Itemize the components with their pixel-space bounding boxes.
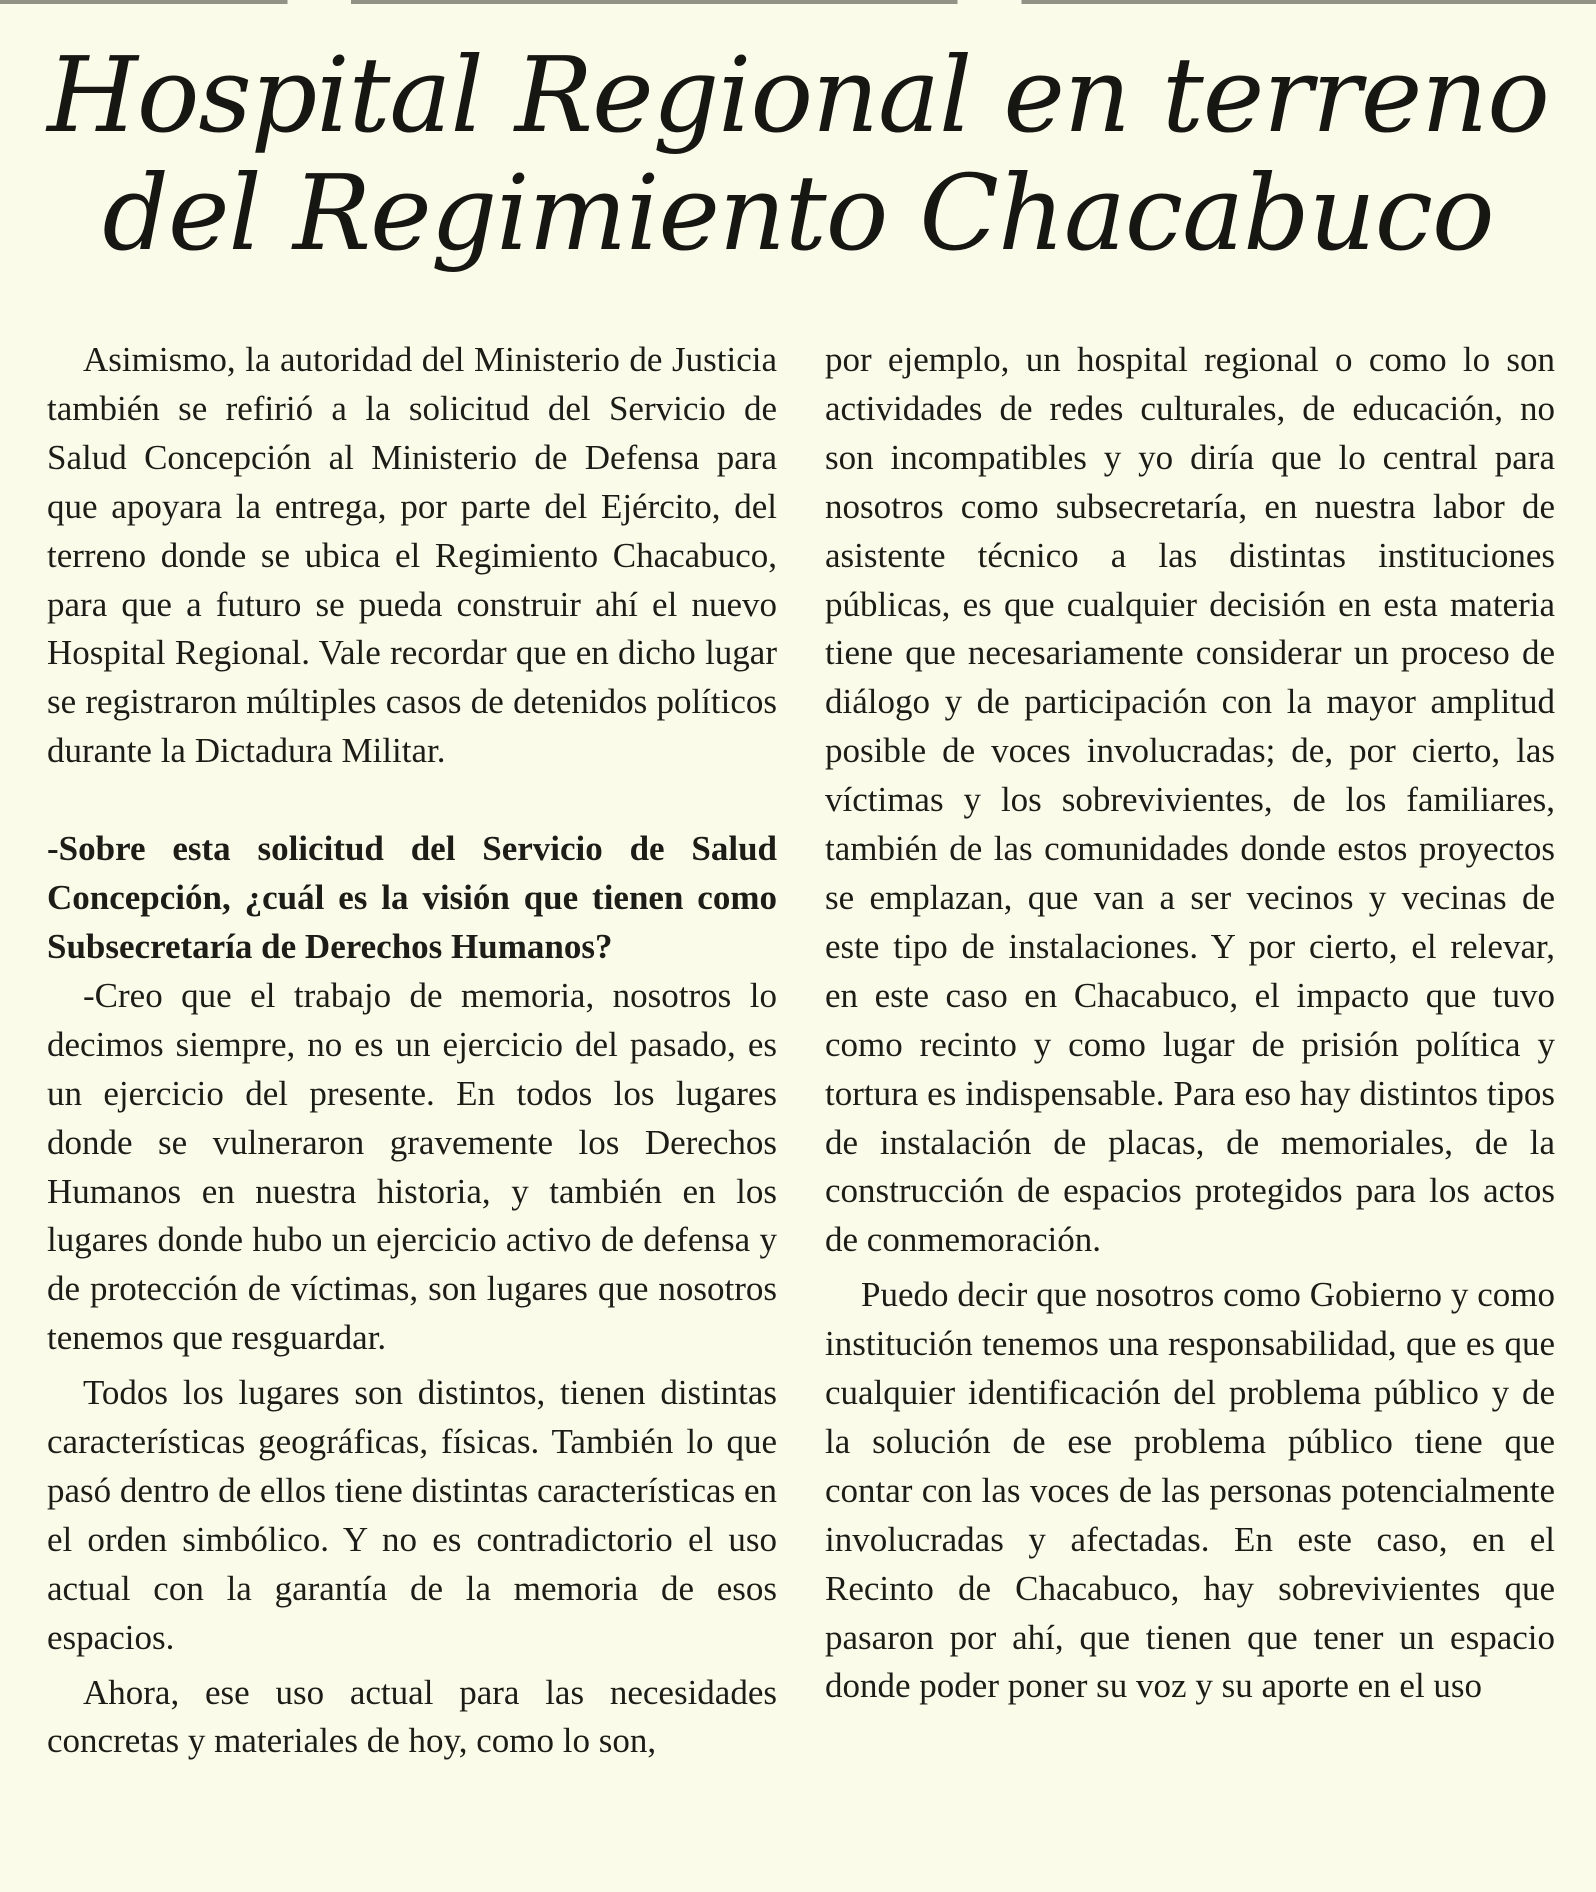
paragraph-continued: por ejemplo, un hospital regional o como lo son actividades de redes culturales, de educación, no son incompatibles y yo diría que lo central para nosotros como subsecretaría, en nuestra labor de asistente técnico a las distintas instituciones públicas, es que cualquier decisión en esta materia tiene que necesariamente considerar un proceso de diálogo y de participación con la mayor amplitud posible de voces involucradas; de, por cierto, las víctimas y los sobrevivientes, de los familiares, también de las comunidades donde estos proyectos se emplazan, que van a ser vecinos y vecinas de este tipo de instalaciones. Y por cierto, el relevar, en este caso en Chacabuco, el impacto que tuvo como recinto y como lugar de prisión política y tortura es indispensable. Para eso hay distintos tipos de instalación de placas, de memoriales, de la construcción de espacios protegidos para los actos de conmemoración. xyxy=(825,340,1555,1260)
paragraph-intro: Asimismo, la autoridad del Ministerio de Justicia también se refirió a la solicitud del Servicio de Salud Concepción al Ministerio de Defensa para que apoyara la entrega, por parte del Ejército, del terreno donde se ubica el Regimiento Chacabuco, para que a futuro se pueda construir ahí el nuevo Hospital Regional. Vale recordar que en dicho lugar se registraron múltiples casos de detenidos políticos durante la Dictadura Militar. xyxy=(47,340,777,771)
headline-line-1: Hospital Regional en terreno xyxy=(47,34,1549,156)
paragraph-answer-2: Todos los lugares son distintos, tienen distintas características geográficas, físicas. También lo que pasó dentro de ellos tiene distintas características en el orden simbólico. Y no es contradictorio el uso actual con la garantía de la memoria de esos espacios. xyxy=(47,1373,777,1657)
left-column xyxy=(47,336,777,1766)
top-rule xyxy=(0,0,1596,4)
article-body xyxy=(47,336,1555,1766)
headline-line-2: del Regimiento Chacabuco xyxy=(102,152,1494,274)
interview-question: -Sobre esta solicitud del Servicio de Salud Concepción, ¿cuál es la visión que tienen como Subsecretaría de Derechos Humanos? xyxy=(47,829,777,966)
right-column xyxy=(825,336,1555,1766)
paragraph-answer-1: -Creo que el trabajo de memoria, nosotros lo decimos siempre, no es un ejercicio del pasado, es un ejercicio del presente. En todos los lugares donde se vulneraron gravemente los Derechos Humanos en nuestra historia, y también en los lugares donde hubo un ejercicio activo de defensa y de protección de víctimas, son lugares que nosotros tenemos que resguardar. xyxy=(47,975,777,1358)
paragraph-answer-3: Ahora, ese uso actual para las necesidades concretas y materiales de hoy, como lo son, xyxy=(47,1672,777,1761)
headline xyxy=(0,36,1596,272)
paragraph-government: Puedo decir que nosotros como Gobierno y como institución tenemos una responsabilidad, que es que cualquier identificación del problema público y de la solución de ese problema público tiene que contar con las voces de las personas potencialmente involucradas y afectadas. En este caso, en el Recinto de Chacabuco, hay sobrevivientes que pasaron por ahí, que tienen que tener un espacio donde poder poner su voz y su aporte en el uso xyxy=(825,1275,1555,1706)
